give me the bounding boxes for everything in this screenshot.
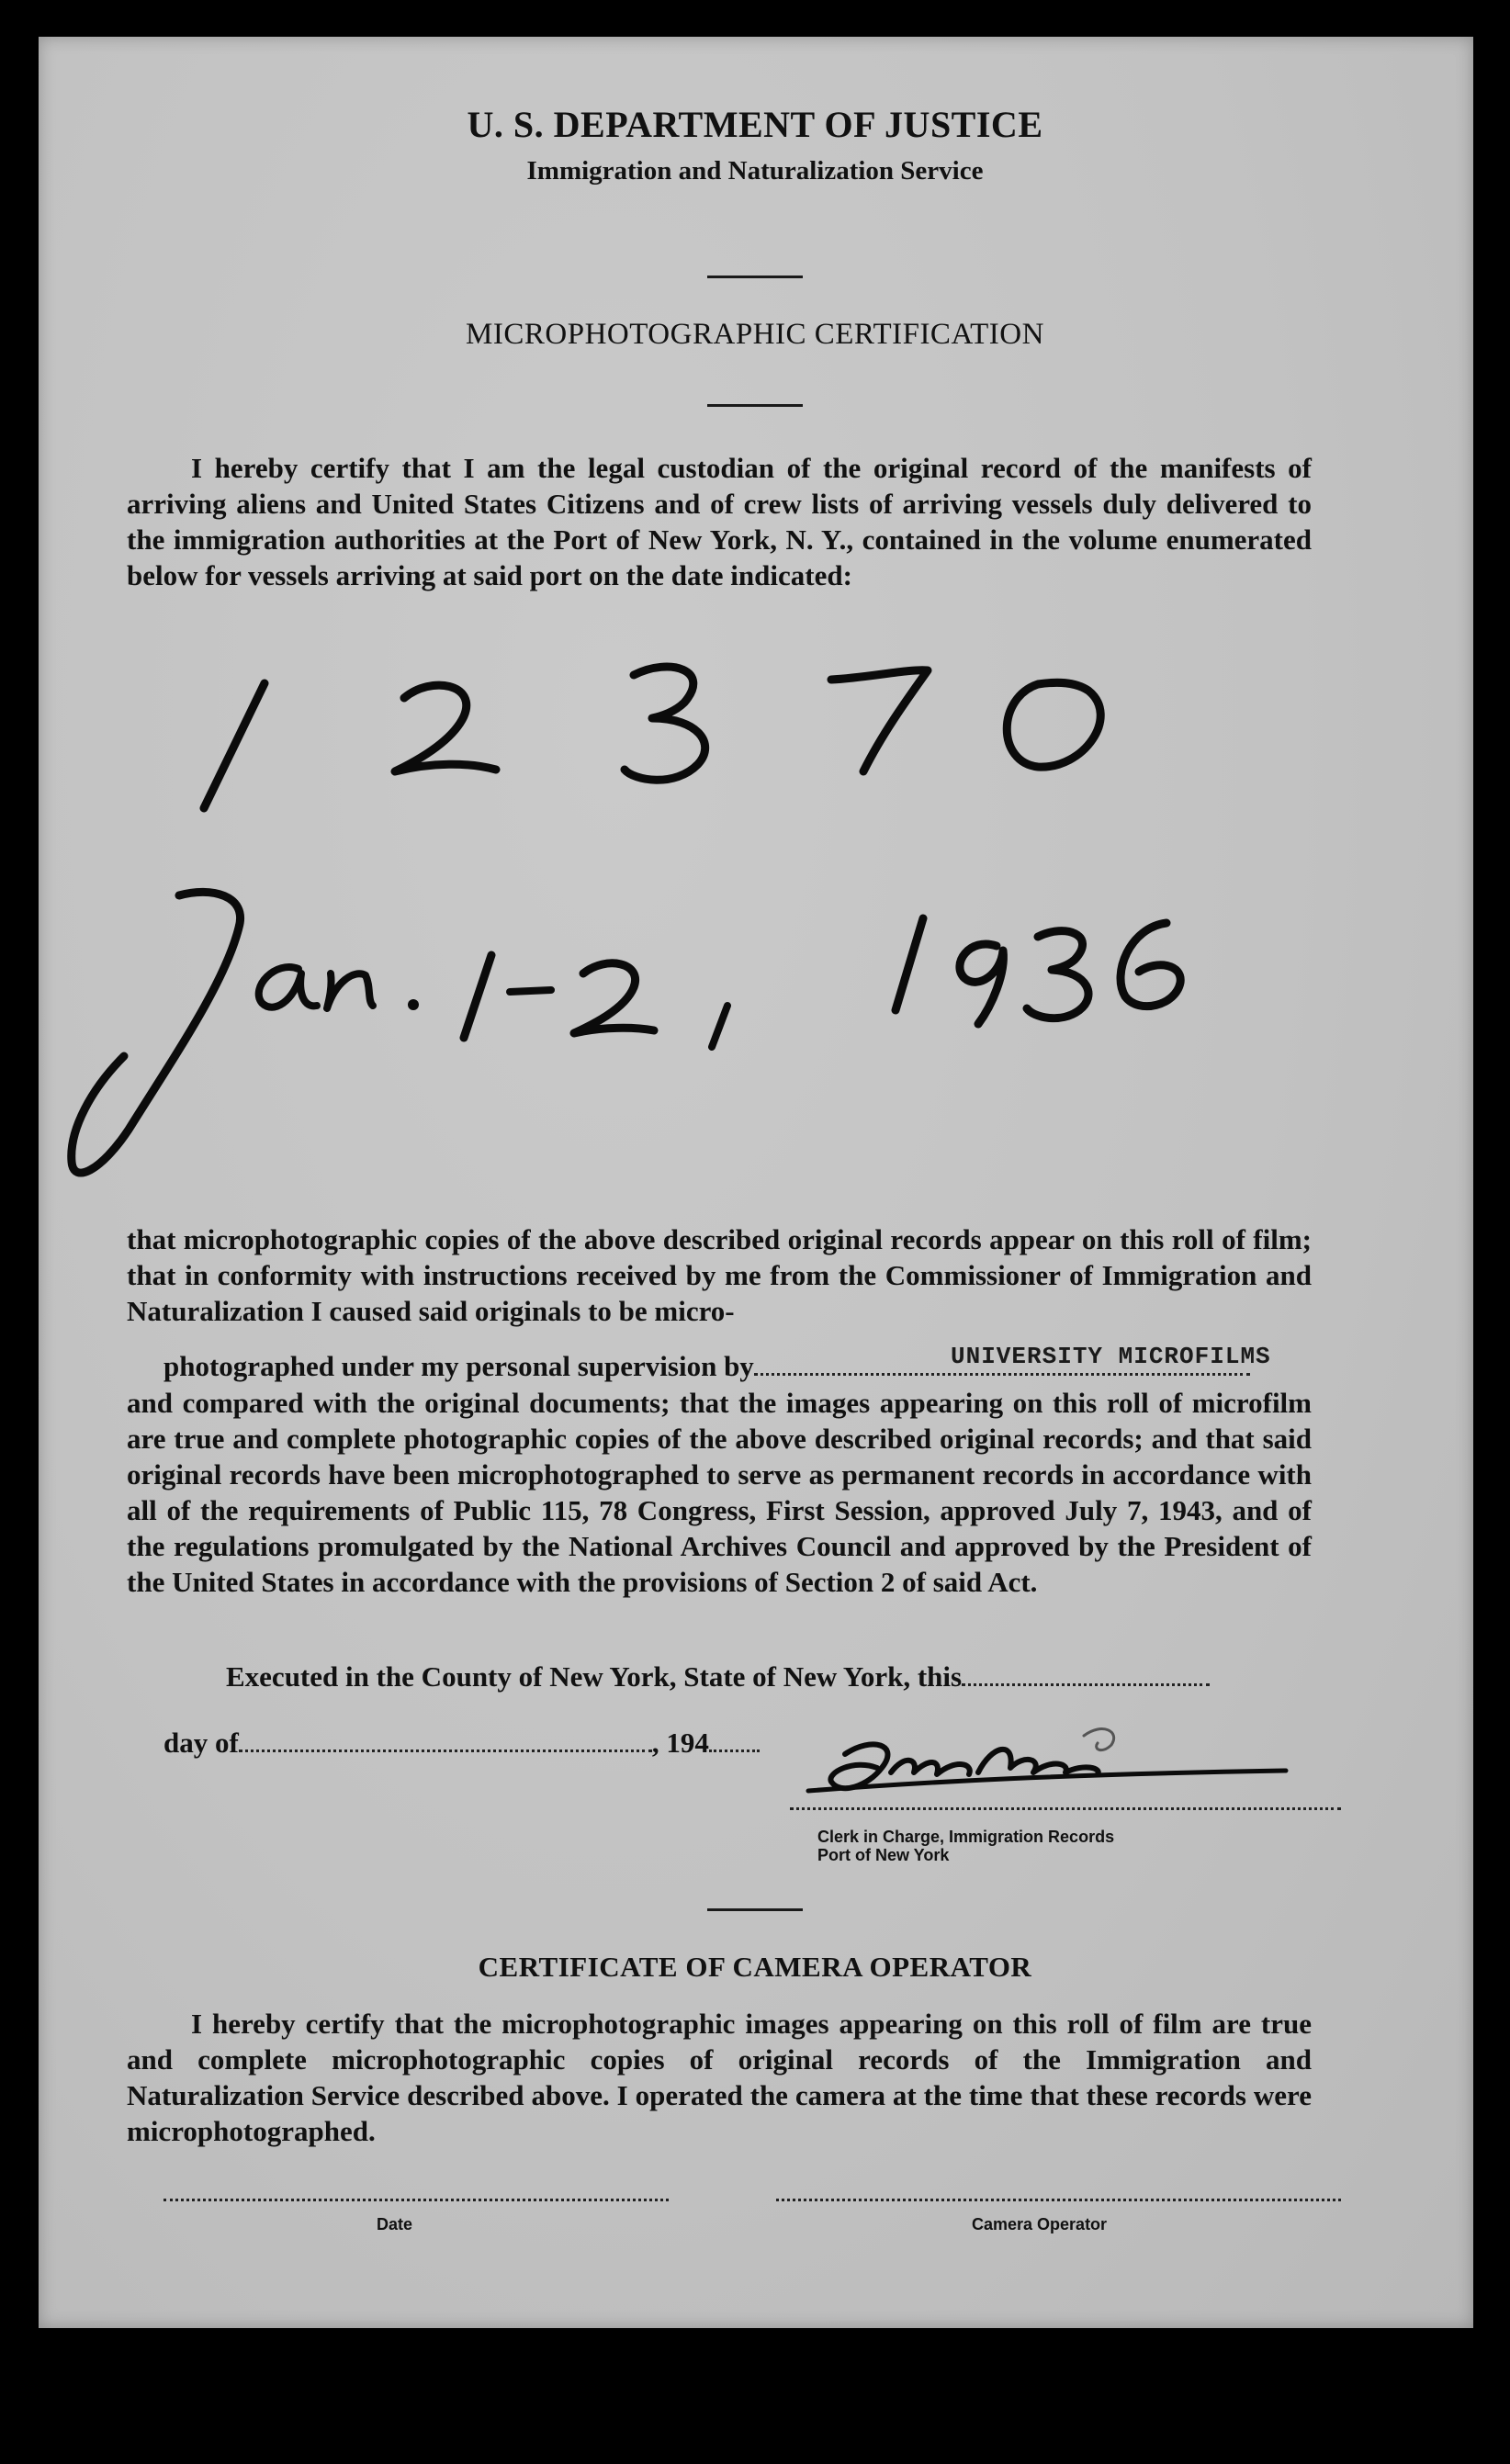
department-heading: U. S. DEPARTMENT OF JUSTICE: [467, 104, 1043, 145]
clerk-signature: [790, 1717, 1304, 1818]
certificate-page: [39, 37, 1473, 2328]
camera-operator-dotted-line: [776, 2197, 1341, 2201]
service-subheading: Immigration and Naturalization Service: [526, 156, 984, 186]
supervision-prefix: photographed under my personal supervision by: [163, 1350, 754, 1382]
photographer-stamp: UNIVERSITY MICROFILMS: [951, 1343, 1271, 1370]
certification-title: MICROPHOTOGRAPHIC CERTIFICATION: [466, 318, 1044, 351]
intro-paragraph: I hereby certify that I am the legal custodian of the original record of the manifests of arriving aliens and United States Citizens and of crew lists of arriving vessels duly delivered to the immigration authorities at the Port of New York, N. Y., contained in the volume enumerated below for vessels arriving at said port on the date indicated:: [127, 452, 1312, 591]
day-of-dotted-line: [239, 1727, 652, 1752]
executed-dotted-line: [962, 1661, 1210, 1686]
year-dotted-line: [709, 1727, 760, 1752]
signature-dotted-line: [790, 1806, 1341, 1810]
signature-title-line2: Port of New York: [817, 1846, 950, 1864]
date-dotted-line: [163, 2197, 669, 2201]
executed-text: Executed in the County of New York, State of New York, this: [226, 1660, 963, 1693]
body-paragraph-2: and compared with the original documents; that the images appearing on this roll of microfilm are true and complete photographic copies of the above described original records; and that said original records have been microphotographed to serve as permanent records in accordance with all of the requirements of Public 115, 78 Congress, First Session, approved July 7, 1943, and of the regulations promulgated by the National Archives Council and approved by the President of the United States in accordance with the provisions of Section 2 of said Act.: [127, 1387, 1312, 1598]
day-of-label: day of: [163, 1727, 239, 1759]
divider-rule-camera: [707, 1908, 803, 1911]
divider-rule-top: [707, 276, 803, 278]
camera-operator-heading: CERTIFICATE OF CAMERA OPERATOR: [478, 1951, 1032, 1983]
day-of-line: day of , 194: [163, 1725, 760, 1761]
camera-operator-paragraph: I hereby certify that the microphotographic images appearing on this roll of film are true and complete microphotographic copies of original records of the Immigration and Naturalization Service described above. I operated the camera at the time that these records were microphotographed.: [127, 2008, 1312, 2147]
date-label: Date: [377, 2215, 413, 2233]
camera-operator-label: Camera Operator: [972, 2215, 1108, 2233]
body-paragraph-1: that microphotographic copies of the above described original records appear on this roll of film; that in conformity with instructions received by me from the Commissioner of Immigration and Naturalization I caused said originals to be micro-: [127, 1223, 1312, 1327]
divider-rule-title: [707, 404, 803, 407]
executed-line: [226, 1659, 1210, 1694]
signature-title-line1: Clerk in Charge, Immigration Records: [817, 1828, 1115, 1846]
year-prefix: 194: [666, 1727, 709, 1759]
